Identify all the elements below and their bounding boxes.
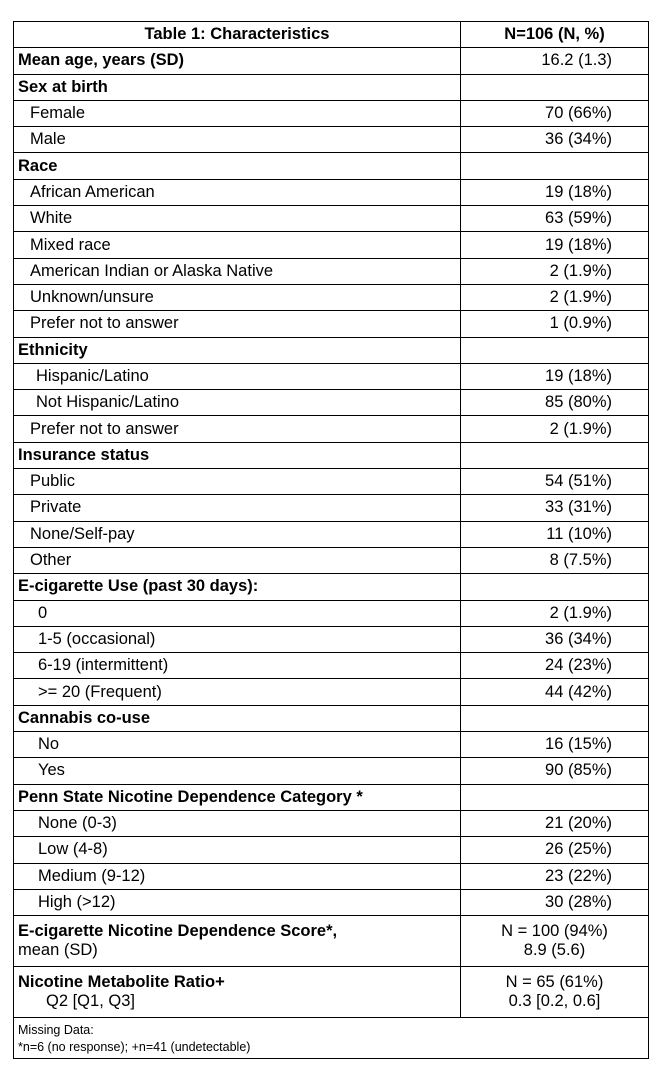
row-label: Prefer not to answer <box>14 416 461 442</box>
table-row <box>14 600 649 626</box>
row-value <box>461 705 649 731</box>
table-row <box>14 495 649 521</box>
section-label: Race <box>14 153 461 179</box>
row-value: 19 (18%) <box>461 179 649 205</box>
row-value: 33 (31%) <box>461 495 649 521</box>
row-value: 70 (66%) <box>461 100 649 126</box>
row-value: 36 (34%) <box>461 626 649 652</box>
row-value <box>461 442 649 468</box>
table-row <box>14 153 649 179</box>
table-row <box>14 127 649 153</box>
table-row <box>14 206 649 232</box>
section-label: Insurance status <box>14 442 461 468</box>
table-row <box>14 469 649 495</box>
row-label: Hispanic/Latino <box>14 363 461 389</box>
row-value <box>461 784 649 810</box>
row-value: 85 (80%) <box>461 390 649 416</box>
nmr-row <box>14 967 649 1018</box>
row-value: 26 (25%) <box>461 837 649 863</box>
ecig-score-row <box>14 916 649 967</box>
row-label: Other <box>14 547 461 573</box>
row-label: Private <box>14 495 461 521</box>
table-title: Table 1: Characteristics <box>14 22 461 48</box>
row-value: 30 (28%) <box>461 889 649 915</box>
row-value <box>461 153 649 179</box>
row-value: 90 (85%) <box>461 758 649 784</box>
table-row <box>14 732 649 758</box>
table-row <box>14 863 649 889</box>
row-label: American Indian or Alaska Native <box>14 258 461 284</box>
section-label: Cannabis co-use <box>14 705 461 731</box>
row-label: None/Self-pay <box>14 521 461 547</box>
row-label: White <box>14 206 461 232</box>
row-label: 1-5 (occasional) <box>14 626 461 652</box>
row-label: African American <box>14 179 461 205</box>
table-row <box>14 416 649 442</box>
table-row <box>14 74 649 100</box>
row-label: High (>12) <box>14 889 461 915</box>
notes-row <box>14 1018 649 1059</box>
row-label: Yes <box>14 758 461 784</box>
table-row <box>14 442 649 468</box>
missing-data-note <box>14 1018 649 1059</box>
row-label: Mean age, years (SD) <box>14 48 461 74</box>
row-value: 36 (34%) <box>461 127 649 153</box>
nmr-label <box>14 967 461 1018</box>
row-label: 6-19 (intermittent) <box>14 653 461 679</box>
row-label: Male <box>14 127 461 153</box>
row-label: Public <box>14 469 461 495</box>
table-row <box>14 810 649 836</box>
row-value: 8 (7.5%) <box>461 547 649 573</box>
ecig-score-label-line2: mean (SD) <box>18 941 98 960</box>
row-value: 44 (42%) <box>461 679 649 705</box>
row-value: 2 (1.9%) <box>461 284 649 310</box>
table-row <box>14 574 649 600</box>
table-row <box>14 284 649 310</box>
table-row <box>14 521 649 547</box>
row-value <box>461 74 649 100</box>
row-value: 23 (22%) <box>461 863 649 889</box>
section-label: Penn State Nicotine Dependence Category * <box>14 784 461 810</box>
row-label: Female <box>14 100 461 126</box>
table-n-header: N=106 (N, %) <box>461 22 649 48</box>
table-row <box>14 337 649 363</box>
row-value: 16.2 (1.3) <box>461 48 649 74</box>
row-value: 19 (18%) <box>461 363 649 389</box>
table-row <box>14 232 649 258</box>
table-row <box>14 547 649 573</box>
table-row <box>14 311 649 337</box>
table-row <box>14 705 649 731</box>
table-row <box>14 48 649 74</box>
nmr-label-line2: Q2 [Q1, Q3] <box>46 992 135 1011</box>
row-value: 2 (1.9%) <box>461 600 649 626</box>
section-label: E-cigarette Use (past 30 days): <box>14 574 461 600</box>
row-label: Not Hispanic/Latino <box>14 390 461 416</box>
missing-data-title: Missing Data: <box>18 1023 94 1038</box>
row-label: Low (4-8) <box>14 837 461 863</box>
ecig-score-n: N = 100 (94%) <box>501 922 608 941</box>
row-value <box>461 337 649 363</box>
row-value <box>461 574 649 600</box>
row-value: 24 (23%) <box>461 653 649 679</box>
nmr-n: N = 65 (61%) <box>505 973 604 992</box>
row-value: 63 (59%) <box>461 206 649 232</box>
table-row <box>14 179 649 205</box>
row-value: 16 (15%) <box>461 732 649 758</box>
row-label: >= 20 (Frequent) <box>14 679 461 705</box>
row-value: 2 (1.9%) <box>461 416 649 442</box>
row-value: 2 (1.9%) <box>461 258 649 284</box>
row-label: No <box>14 732 461 758</box>
row-value: 21 (20%) <box>461 810 649 836</box>
row-label: Unknown/unsure <box>14 284 461 310</box>
row-label: None (0-3) <box>14 810 461 836</box>
row-value: 1 (0.9%) <box>461 311 649 337</box>
ecig-score-label-line1: E-cigarette Nicotine Dependence Score*, <box>18 922 338 941</box>
table-row <box>14 837 649 863</box>
section-label: Sex at birth <box>14 74 461 100</box>
missing-data-detail: *n=6 (no response); +n=41 (undetectable) <box>18 1040 251 1055</box>
ecig-score-label <box>14 916 461 967</box>
table-row <box>14 258 649 284</box>
table-row <box>14 889 649 915</box>
row-label: Prefer not to answer <box>14 311 461 337</box>
section-label: Ethnicity <box>14 337 461 363</box>
row-value: 54 (51%) <box>461 469 649 495</box>
row-label: Mixed race <box>14 232 461 258</box>
table-row <box>14 679 649 705</box>
table-row <box>14 626 649 652</box>
table-header-row <box>14 22 649 48</box>
nmr-value <box>461 967 649 1018</box>
table-row <box>14 758 649 784</box>
nmr-label-line1: Nicotine Metabolite Ratio+ <box>18 973 225 992</box>
nmr-quartiles: 0.3 [0.2, 0.6] <box>508 992 601 1011</box>
characteristics-table <box>13 21 649 1059</box>
table-row <box>14 784 649 810</box>
row-value: 11 (10%) <box>461 521 649 547</box>
table-row <box>14 653 649 679</box>
table-row <box>14 363 649 389</box>
row-label: Medium (9-12) <box>14 863 461 889</box>
table-row <box>14 390 649 416</box>
table-row <box>14 100 649 126</box>
ecig-score-mean: 8.9 (5.6) <box>523 941 586 960</box>
ecig-score-value <box>461 916 649 967</box>
row-value: 19 (18%) <box>461 232 649 258</box>
row-label: 0 <box>14 600 461 626</box>
